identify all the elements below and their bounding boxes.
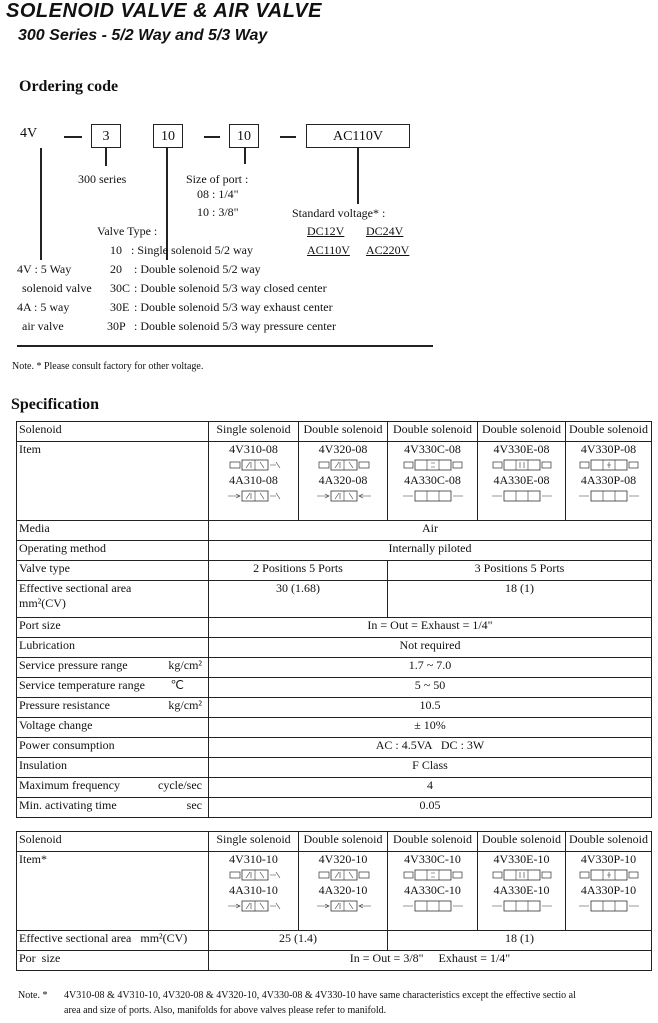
table-row <box>17 931 652 951</box>
table-row <box>17 541 652 561</box>
air-pilot-symbol-icon <box>490 489 554 503</box>
item-code: 4V320-10 <box>318 852 368 866</box>
page-title: SOLENOID VALVE & AIR VALVE <box>6 0 323 22</box>
row-label: Solenoid <box>17 832 209 852</box>
valve-type-desc: : Double solenoid 5/3 way exhaust center <box>134 300 333 314</box>
solenoid-type: Single solenoid <box>209 832 299 852</box>
row-label: Voltage change <box>17 718 209 738</box>
voltage-option: AC220V <box>366 243 410 257</box>
solenoid-type: Double solenoid <box>299 832 388 852</box>
item-code: 4A320-08 <box>318 473 368 487</box>
prefix-label: solenoid valve <box>22 281 92 295</box>
item-cell <box>299 442 388 521</box>
series-label: 300 series <box>78 172 127 186</box>
page-subtitle: 300 Series - 5/2 Way and 5/3 Way <box>18 27 268 44</box>
voltage-option: DC12V <box>307 224 345 238</box>
row-value: Not required <box>209 638 652 658</box>
double-solenoid-symbol-icon <box>311 458 375 472</box>
item-code: 4V320-08 <box>318 442 368 456</box>
table-row <box>17 678 652 698</box>
row-value: AC : 4.5VA DC : 3W <box>209 738 652 758</box>
item-code: 4V330P-08 <box>580 442 637 456</box>
valve-type-code: 10 <box>110 243 122 257</box>
code-valve-type-box: 10 <box>153 124 183 148</box>
table-row <box>17 951 652 971</box>
table-row <box>17 581 652 618</box>
item-code: 4V330C-10 <box>404 852 461 866</box>
row-label: Item <box>17 442 209 521</box>
row-label-text: Service pressure range <box>19 658 128 672</box>
solenoid-type: Single solenoid <box>209 422 299 442</box>
table-row <box>17 698 652 718</box>
item-cell <box>478 852 566 931</box>
valve-type-code: 30C <box>110 281 131 295</box>
row-label-text: Maximum frequency <box>19 778 120 792</box>
table-row <box>17 658 652 678</box>
item-code: 4V310-10 <box>229 852 278 866</box>
solenoid-type: Double solenoid <box>478 422 566 442</box>
item-code: 4A330E-10 <box>493 883 550 897</box>
row-label: Lubrication <box>17 638 209 658</box>
table-row <box>17 618 652 638</box>
ordering-code-heading: Ordering code <box>19 78 119 95</box>
air-pilot-symbol-icon <box>222 899 286 913</box>
item-cell <box>388 852 478 931</box>
exhaust-center-symbol-icon <box>490 868 554 882</box>
footer-note-line: 4V310-08 & 4V310-10, 4V320-08 & 4V320-10, 4V330-08 & 4V330-10 have same characteristics except the effective sectio al <box>64 990 576 1001</box>
code-dash <box>280 136 296 138</box>
air-pilot-symbol-icon <box>222 489 286 503</box>
code-series-box: 3 <box>91 124 121 148</box>
closed-center-symbol-icon <box>401 458 465 472</box>
row-value: 18 (1) <box>388 931 652 951</box>
row-value: 0.05 <box>209 798 652 818</box>
row-unit: ℃ <box>170 678 184 692</box>
item-code: 4A330C-08 <box>404 473 461 487</box>
row-label-text: Pressure resistance <box>19 698 110 712</box>
valve-type-desc: : Double solenoid 5/3 way closed center <box>134 281 327 295</box>
row-label <box>17 581 209 618</box>
prefix-label: 4V : 5 Way <box>17 262 72 276</box>
row-label <box>17 698 209 718</box>
air-pilot-symbol-icon <box>311 899 375 913</box>
voltage-label: Standard voltage* : <box>292 206 386 220</box>
ordering-note: Note. * Please consult factory for other voltage. <box>12 361 204 372</box>
connector-line <box>105 148 107 166</box>
code-prefix: 4V <box>20 126 38 141</box>
row-value: In = Out = Exhaust = 1/4" <box>209 618 652 638</box>
row-label: Effective sectional area mm²(CV) <box>17 931 209 951</box>
table-row <box>17 442 652 521</box>
specification-heading: Specification <box>11 396 99 413</box>
row-label: Media <box>17 521 209 541</box>
item-code: 4A330P-08 <box>580 473 637 487</box>
voltage-option: AC110V <box>307 243 350 257</box>
connector-line <box>357 148 359 204</box>
row-unit: sec <box>186 798 202 812</box>
port-size-option: 08 : 1/4" <box>197 187 239 201</box>
row-value: 5 ~ 50 <box>209 678 652 698</box>
table-row <box>17 798 652 818</box>
prefix-label: air valve <box>22 319 64 333</box>
voltage-option: DC24V <box>366 224 404 238</box>
row-unit: cycle/sec <box>158 778 202 792</box>
solenoid-type: Double solenoid <box>566 832 652 852</box>
code-port-box: 10 <box>229 124 259 148</box>
table-row <box>17 521 652 541</box>
row-value: 4 <box>209 778 652 798</box>
row-label: Valve type <box>17 561 209 581</box>
row-value: Air <box>209 521 652 541</box>
table-row <box>17 422 652 442</box>
row-label <box>17 798 209 818</box>
closed-center-symbol-icon <box>401 868 465 882</box>
row-label <box>17 778 209 798</box>
valve-type-desc: : Double solenoid 5/2 way <box>134 262 261 276</box>
row-label: Por size <box>17 951 209 971</box>
item-cell <box>299 852 388 931</box>
row-value: In = Out = 3/8" Exhaust = 1/4" <box>209 951 652 971</box>
item-code: 4A320-10 <box>318 883 368 897</box>
table-row <box>17 832 652 852</box>
row-label: Power consumption <box>17 738 209 758</box>
pressure-center-symbol-icon <box>577 458 641 472</box>
table-row <box>17 561 652 581</box>
item-code: 4V330C-08 <box>404 442 461 456</box>
row-unit: kg/cm² <box>168 658 202 672</box>
air-pilot-symbol-icon <box>311 489 375 503</box>
item-code: 4A330E-08 <box>493 473 550 487</box>
item-code: 4A330P-10 <box>580 883 637 897</box>
row-value: ± 10% <box>209 718 652 738</box>
item-cell <box>478 442 566 521</box>
item-cell <box>209 442 299 521</box>
pressure-center-symbol-icon <box>577 868 641 882</box>
row-value: 25 (1.4) <box>209 931 388 951</box>
valve-type-label: Valve Type : <box>97 224 158 238</box>
row-value: 2 Positions 5 Ports <box>209 561 388 581</box>
item-code: 4V310-08 <box>229 442 278 456</box>
specification-table-10 <box>16 831 652 971</box>
row-label-line: mm²(CV) <box>19 596 66 610</box>
air-pilot-symbol-icon <box>401 899 465 913</box>
row-value: 3 Positions 5 Ports <box>388 561 652 581</box>
table-row <box>17 638 652 658</box>
row-label: Operating method <box>17 541 209 561</box>
table-row <box>17 738 652 758</box>
row-label: Port size <box>17 618 209 638</box>
air-pilot-symbol-icon <box>577 489 641 503</box>
row-value: F Class <box>209 758 652 778</box>
item-cell <box>209 852 299 931</box>
row-label <box>17 658 209 678</box>
air-pilot-symbol-icon <box>401 489 465 503</box>
port-size-option: 10 : 3/8" <box>197 205 239 219</box>
solenoid-type: Double solenoid <box>388 422 478 442</box>
valve-type-desc: : Single solenoid 5/2 way <box>131 243 253 257</box>
row-value: 18 (1) <box>388 581 652 618</box>
single-solenoid-symbol-icon <box>222 868 286 882</box>
exhaust-center-symbol-icon <box>490 458 554 472</box>
row-value: Internally piloted <box>209 541 652 561</box>
item-code: 4V330E-10 <box>493 852 550 866</box>
valve-type-code: 30E <box>110 300 130 314</box>
solenoid-type: Double solenoid <box>478 832 566 852</box>
row-label <box>17 678 209 698</box>
table-row <box>17 718 652 738</box>
divider <box>17 345 433 347</box>
connector-line <box>40 148 42 260</box>
specification-table-08 <box>16 421 652 818</box>
air-pilot-symbol-icon <box>577 899 641 913</box>
footer-note-prefix: Note. * <box>18 990 48 1001</box>
solenoid-type: Double solenoid <box>299 422 388 442</box>
single-solenoid-symbol-icon <box>222 458 286 472</box>
valve-type-desc: : Double solenoid 5/3 way pressure center <box>134 319 336 333</box>
row-value: 10.5 <box>209 698 652 718</box>
air-pilot-symbol-icon <box>490 899 554 913</box>
row-label-text: Service temperature range <box>19 678 145 692</box>
code-voltage-box: AC110V <box>306 124 410 148</box>
valve-type-code: 30P <box>107 319 126 333</box>
item-cell <box>566 442 652 521</box>
table-row <box>17 758 652 778</box>
row-unit: kg/cm² <box>168 698 202 712</box>
row-label: Item* <box>17 852 209 931</box>
footer-note-line: area and size of ports. Also, manifolds for above valves please refer to manifold. <box>64 1005 387 1016</box>
item-code: 4A310-08 <box>229 473 278 487</box>
item-code: 4V330P-10 <box>580 852 637 866</box>
port-size-label: Size of port : <box>186 172 249 186</box>
item-code: 4A330C-10 <box>404 883 461 897</box>
row-label-text: Min. activating time <box>19 798 117 812</box>
row-label-line: Effective sectional area <box>19 581 132 595</box>
row-value: 30 (1.68) <box>209 581 388 618</box>
prefix-label: 4A : 5 way <box>17 300 70 314</box>
table-row <box>17 852 652 931</box>
row-label: Insulation <box>17 758 209 778</box>
connector-line <box>244 148 246 164</box>
code-dash <box>204 136 220 138</box>
item-code: 4V330E-08 <box>493 442 550 456</box>
code-dash <box>64 136 82 138</box>
item-cell <box>566 852 652 931</box>
solenoid-type: Double solenoid <box>388 832 478 852</box>
row-label: Solenoid <box>17 422 209 442</box>
solenoid-type: Double solenoid <box>566 422 652 442</box>
valve-type-code: 20 <box>110 262 122 276</box>
double-solenoid-symbol-icon <box>311 868 375 882</box>
row-value: 1.7 ~ 7.0 <box>209 658 652 678</box>
item-code: 4A310-10 <box>229 883 278 897</box>
item-cell <box>388 442 478 521</box>
table-row <box>17 778 652 798</box>
